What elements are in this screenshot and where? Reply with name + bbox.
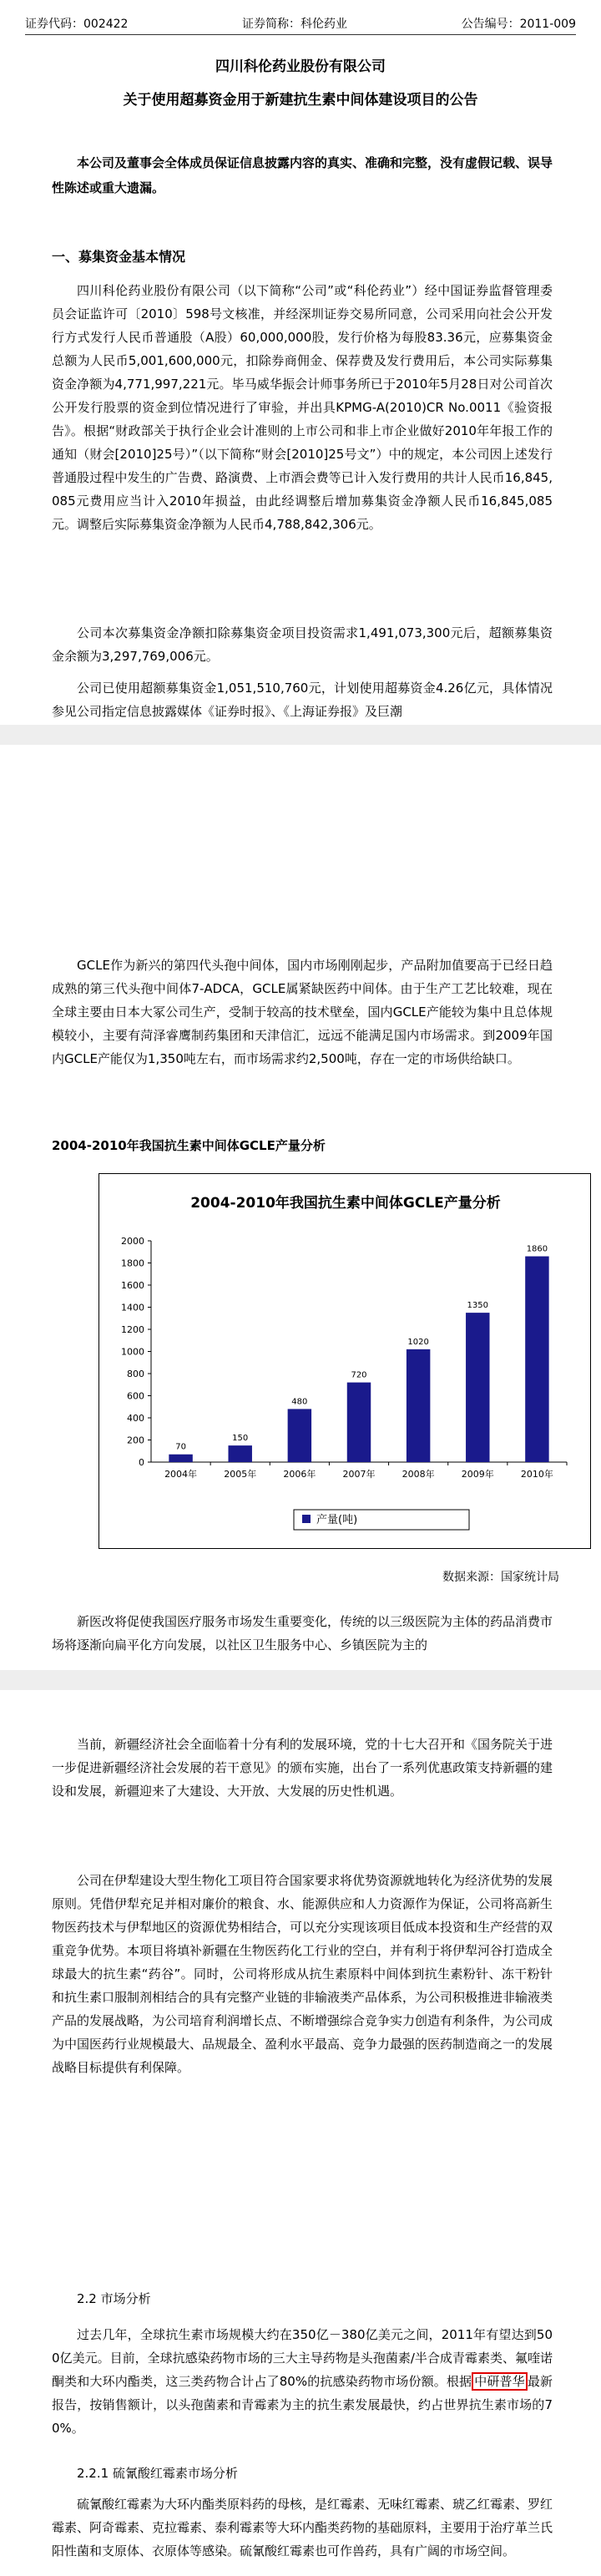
bar [169,1455,192,1462]
y-tick-label: 1600 [121,1280,144,1291]
y-tick-label: 400 [127,1413,144,1424]
x-tick-label: 2009年 [461,1469,494,1480]
section1-paragraph-1: 四川科伦药业股份有限公司（以下简称“公司”或“科伦药业”）经中国证券监督管理委员会证监许可〔2010〕598号文核准，并经深圳证券交易所同意，公司采用向社会公开发行方式发行人民币普通股（A股）60,000,000股，发行价格为每股83.36元，应募集资金总额为人民币5,001,600,000元，扣除券商佣金、保荐费及发行费用后，本公司实际募集资金净额为4,771,997,221元。毕马威华振会计师事务所已于2010年5月28日对公司首次公开发行股票的资金到位情况进行了审验，并出具KPMG-A(2010)CR No.0011《验资报告》。根据“财政部关于执行企业会计准则的上市公司和非上市企业做好2010年年报工作的通知（财会[2010]25号）”（以下简称“财会[2010]25号文”）中的规定，本公司因上述发行普通股过程中发生的广告费、路演费、上市酒会费等已计入发行费用的共计人民币16,845,085元费用应当计入2010年损益，由此经调整后增加募集资金净额人民币16,845,085元。调整后实际募集资金净额为人民币4,788,842,306元。 [52,283,553,532]
bar-value-label: 1860 [526,1244,548,1254]
section3-paragraph-4: 硫氰酸红霉素为大环内酯类原料药的母核，是红霉素、无味红霉素、琥乙红霉素、罗红霉素、阿奇霉素、克拉霉素、泰利霉素等大环内酯类药物的基础原料，主要用于治疗革兰氏阳性菌和支原体、衣原体等感染。硫氰酸红霉素也可作兽药，具有广阔的市场空间。 [52,2497,553,2558]
highlighted-source-name: 中研普华 [472,2372,528,2391]
bar-value-label: 70 [175,1442,186,1452]
bar-value-label: 1350 [467,1301,489,1311]
gcle-output-chart [98,1173,591,1549]
section-heading-fund-raising: 一、募集资金基本情况 [52,249,186,265]
y-tick-label: 800 [127,1369,144,1379]
section2-paragraph-1: GCLE作为新兴的第四代头孢中间体，国内市场刚刚起步，产品附加值要高于已经日趋成熟的第三代头孢中间体7-ADCA，GCLE属紧缺医药中间体。由于生产工艺比较难，现在全球主要由日本大冢公司生产，受制于较高的技术壁垒，国内GCLE产能较为集中且总体规模较小，主要有菏泽睿鹰制药集团和天津信汇，远远不能满足国内市场需求。到2009年国内GCLE产能仅为1,350吨左右，而市场需求约2,500吨，存在一定的市场供给缺口。 [52,958,553,1066]
y-tick-label: 0 [139,1457,144,1468]
bar [407,1349,430,1462]
y-tick-label: 2000 [121,1236,144,1247]
notice-header [25,18,576,35]
y-tick-label: 1000 [121,1346,144,1358]
chart-heading: 2004-2010年我国抗生素中间体GCLE产量分析 [52,1138,326,1153]
subheading-erythromycin: 2.2.1 硫氰酸红霉素市场分析 [77,2466,238,2481]
legend-swatch [302,1515,311,1523]
legend-label: 产量(吨) [316,1514,358,1526]
page-separator-2 [0,1670,601,1690]
bar [525,1257,548,1462]
section1-paragraph-3: 公司已使用超额募集资金1,051,510,760元，计划使用超募资金4.26亿元，具体情况参见公司指定信息披露媒体《证券时报》、《上海证券报》及巨潮 [52,681,553,719]
bar-value-label: 480 [291,1397,308,1407]
bar-chart-svg [99,1174,592,1550]
stock-code: 证券代码：002422 [25,18,129,31]
x-tick-label: 2007年 [342,1469,376,1480]
bar-value-label: 150 [232,1434,249,1444]
notice-number: 公告编号：2011-009 [461,18,576,31]
page-separator [0,725,601,745]
bar-value-label: 720 [351,1370,367,1380]
data-source: 数据来源：国家统计局 [442,1571,559,1584]
x-tick-label: 2004年 [164,1469,198,1480]
section3-paragraph-3 [52,2323,553,2440]
y-tick-label: 1200 [121,1324,144,1335]
bar [288,1409,311,1462]
section1-paragraph-2: 公司本次募集资金净额扣除募集资金项目投资需求1,491,073,300元后，超额募集资金余额为3,297,769,006元。 [52,625,553,664]
bar-value-label: 1020 [407,1337,429,1347]
stock-name: 证券简称：科伦药业 [242,18,348,31]
chart-title: 2004-2010年我国抗生素中间体GCLE产量分析 [190,1195,501,1212]
x-tick-label: 2006年 [283,1469,316,1480]
x-tick-label: 2008年 [402,1469,435,1480]
section2-paragraph-2: 新医改将促使我国医疗服务市场发生重要变化，传统的以三级医院为主体的药品消费市场将逐渐向扁平化方向发展，以社区卫生服务中心、乡镇医院为主的 [52,1614,553,1652]
section3-paragraph-1: 当前，新疆经济社会全面临着十分有利的发展环境，党的十七大召开和《国务院关于进一步促进新疆经济社会发展的若干意见》的颁布实施，出台了一系列优惠政策支持新疆的建设和发展，新疆迎来了大建设、大开放、大发展的历史性机遇。 [52,1737,553,1799]
disclosure-statement: 本公司及董事会全体成员保证信息披露内容的真实、准确和完整，没有虚假记载、误导性陈述或重大遗漏。 [52,155,553,195]
y-tick-label: 200 [127,1435,144,1446]
y-tick-label: 600 [127,1390,144,1402]
x-tick-label: 2010年 [520,1469,553,1480]
x-tick-label: 2005年 [224,1469,257,1480]
section3-paragraph-2: 公司在伊犁建设大型生物化工项目符合国家要求将优势资源就地转化为经济优势的发展原则。凭借伊犁充足并相对廉价的粮食、水、能源供应和人力资源作为保证，公司将高新生物医药技术与伊犁地区的资源优势相结合，可以充分实现该项目低成本投资和生产经营的双重竞争优势。本项目将填补新疆在生物医药化工行业的空白，并有利于将伊犁河谷打造成全球最大的抗生素“药谷”。同时，公司将形成从抗生素原料中间体到抗生素粉针、冻干粉针和抗生素口服制剂相结合的具有完整产业链的非输液类产品体系，为公司积极推进非输液类产品的发展战略，为公司培育利润增长点、不断增强综合竞争实力创造有利条件，为公司成为中国医药行业规模最大、品规最全、盈利水平最高、竞争力最强的医药制造商之一的发展战略目标提供有利保障。 [52,1873,553,2075]
market-text-b: 最新报告，按销售额计，以头孢菌素和青霉素为主的抗生素发展最快，约占世界抗生素市场的70%。 [52,2374,553,2436]
company-name: 四川科伦药业股份有限公司 [215,58,386,75]
y-tick-label: 1800 [121,1258,144,1269]
subheading-market-analysis: 2.2 市场分析 [77,2291,151,2306]
bar [347,1383,371,1462]
notice-title: 关于使用超募资金用于新建抗生素中间体建设项目的公告 [123,92,478,109]
bar [228,1445,251,1462]
bar [466,1313,489,1462]
y-tick-label: 1400 [121,1302,144,1313]
market-text-a: 过去几年，全球抗生素市场规模大约在350亿－380亿美元之间，2011年有望达到500亿美元。目前，全球抗感染药物市场的三大主导药物是头孢菌素/半合成青霉素类、氟喹诺酮类和大环内酯类，这三类药物合计占了80%的抗感染药物市场份额。根据 [52,2327,553,2389]
